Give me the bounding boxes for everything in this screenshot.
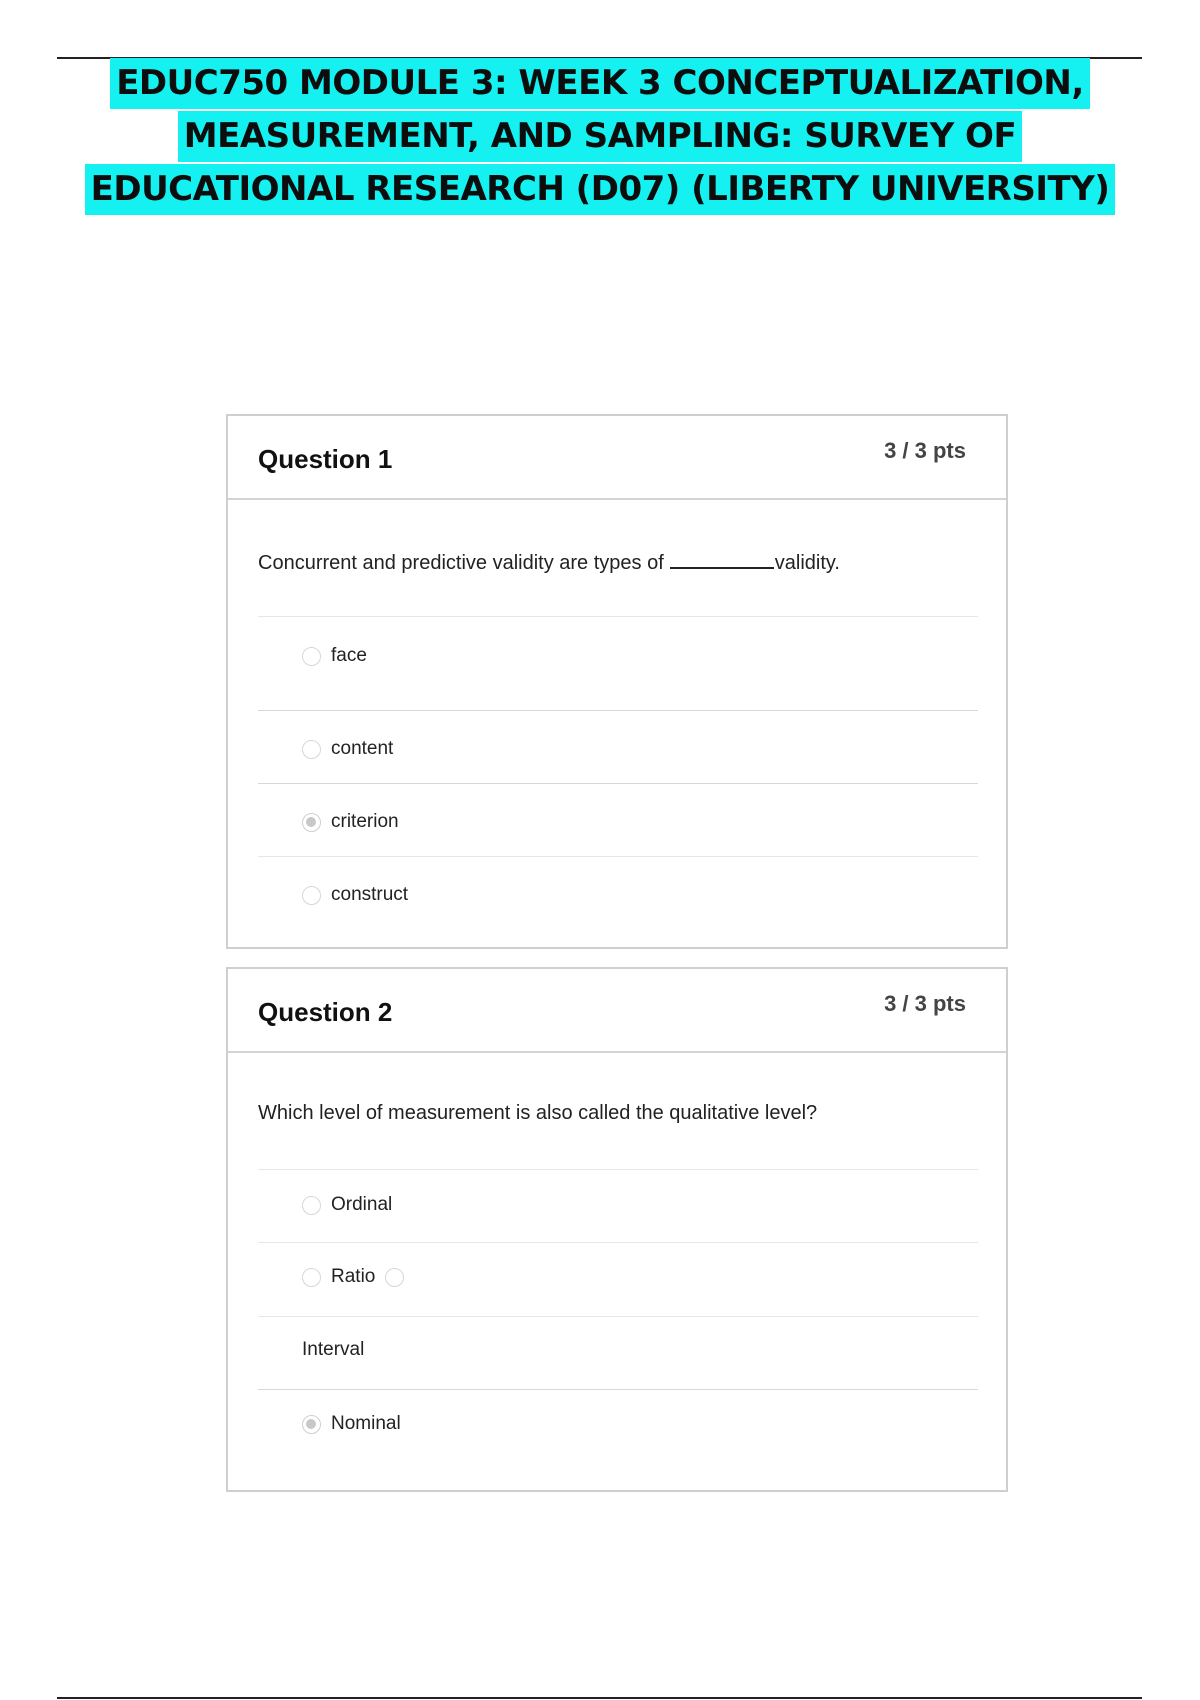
answer-option-face[interactable] <box>302 645 367 667</box>
answer-option-construct[interactable] <box>302 884 408 906</box>
title-line-3: EDUCATIONAL RESEARCH (D07) (LIBERTY UNIVERSITY) <box>85 164 1116 215</box>
radio-button[interactable] <box>302 647 321 666</box>
question-header <box>228 969 1006 1053</box>
answer-option-criterion[interactable] <box>302 811 399 833</box>
fill-in-blank <box>670 549 774 569</box>
question-title: Question 2 <box>258 997 393 1027</box>
option-divider <box>258 1169 978 1170</box>
document-title <box>0 58 1200 217</box>
answer-option-ratio[interactable] <box>302 1266 404 1288</box>
option-divider <box>258 856 978 857</box>
option-divider <box>258 1316 978 1317</box>
option-label: construct <box>331 884 409 905</box>
question-text: Which level of measurement is also called the qualitative level? <box>258 1102 818 1124</box>
option-divider <box>258 710 978 711</box>
answer-option-ordinal[interactable] <box>302 1194 392 1216</box>
question-card-1 <box>226 414 1008 949</box>
radio-button[interactable] <box>302 740 321 759</box>
radio-button[interactable] <box>302 886 321 905</box>
option-divider <box>258 783 978 784</box>
answer-option-content[interactable] <box>302 738 393 760</box>
question-text-after: validity. <box>774 552 840 574</box>
option-label: Interval <box>302 1339 365 1360</box>
option-label: content <box>331 738 394 759</box>
question-text <box>258 549 840 575</box>
option-label: Ratio <box>331 1266 376 1287</box>
question-text-before: Concurrent and predictive validity are types of <box>258 552 664 574</box>
option-divider <box>258 1389 978 1390</box>
option-label: criterion <box>331 811 399 832</box>
answer-option-nominal[interactable] <box>302 1413 401 1435</box>
question-points: 3 / 3 pts <box>884 991 966 1016</box>
question-card-2 <box>226 967 1008 1492</box>
radio-button[interactable] <box>302 1196 321 1215</box>
option-divider <box>258 616 978 617</box>
bottom-rule <box>57 1697 1142 1699</box>
radio-button[interactable] <box>302 1268 321 1287</box>
question-points: 3 / 3 pts <box>884 438 966 463</box>
title-line-1: EDUC750 MODULE 3: WEEK 3 CONCEPTUALIZATION, <box>110 58 1090 109</box>
radio-button[interactable] <box>385 1268 404 1287</box>
question-title: Question 1 <box>258 444 393 474</box>
radio-button-selected[interactable] <box>302 813 321 832</box>
option-label: Ordinal <box>331 1194 393 1215</box>
title-line-2: MEASUREMENT, AND SAMPLING: SURVEY OF <box>178 111 1022 162</box>
option-label: face <box>331 645 367 666</box>
radio-button-selected[interactable] <box>302 1415 321 1434</box>
option-label: Nominal <box>331 1413 401 1434</box>
question-header <box>228 416 1006 500</box>
answer-option-interval[interactable] <box>302 1339 364 1361</box>
option-divider <box>258 1242 978 1243</box>
